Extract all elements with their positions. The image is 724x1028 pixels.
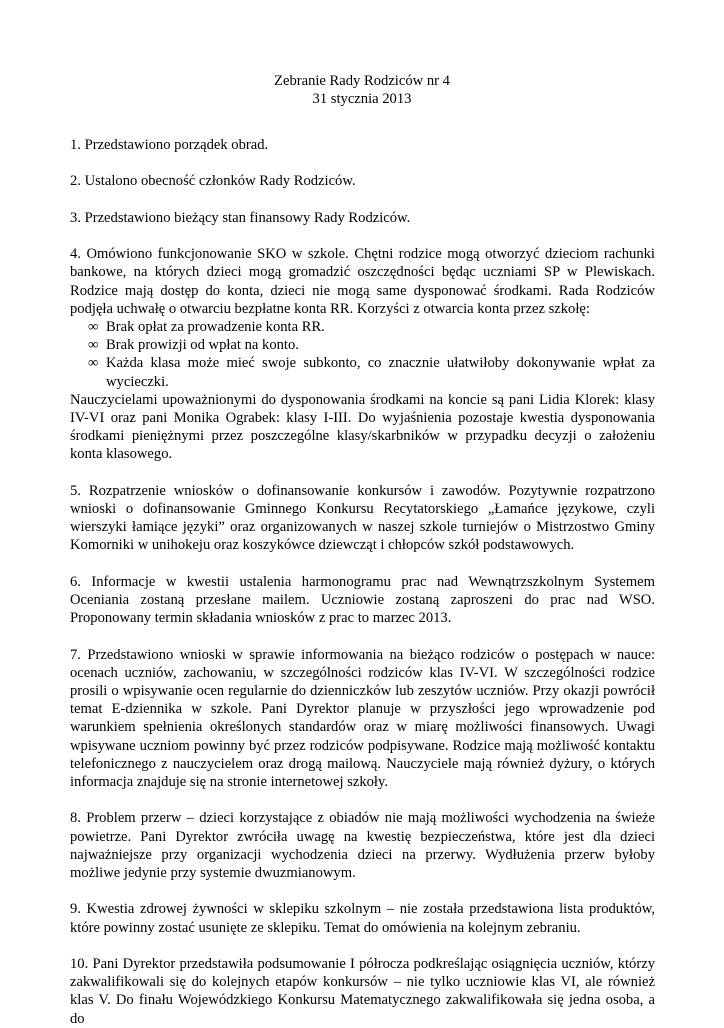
item-9: 9. Kwestia zdrowej żywności w sklepiku szkolnym – nie została przedstawiona lista produktów, które powinny zostać usunięte ze sklepiku. Temat do omówienia na kolejnym zebraniu.	[70, 901, 655, 936]
item-4: 4. Omówiono funkcjonowanie SKO w szkole. Chętni rodzice mogą otworzyć dzieciom rachunki bankowe, na których dzieci mogą gromadzić oszczędności będąc uczniami SP w Plewiskach. Rodzice mają dostęp do konta, dzieci nie mogą same dysponować środkami. Rada Rodziców podjęła uchwałę o otwarciu bezpłatne konta RR. Korzyści z otwarcia konta przez szkołę:	[70, 246, 655, 317]
item-8: 8. Problem przerw – dzieci korzystające z obiadów nie mają możliwości wychodzenia na świeże powietrze. Pani Dyrektor zwróciła uwagę na kwestię bezpieczeństwa, które jest dla dzieci najważniejsze przy organizacji wychodzenia dzieci na przerwy. Wydłużenia przerw byłoby możliwe jedynie przy systemie dwuzmianowym.	[70, 810, 655, 882]
item-6: 6. Informacje w kwestii ustalenia harmonogramu prac nad Wewnątrzszkolnym Systemem Oceniania zostaną przesłane mailem. Uczniowie zostaną zaproszeni do prac nad WSO. Proponowany termin składania wniosków z prac to marzec 2013.	[70, 573, 655, 627]
bullet-item: ∞ Brak opłat za prowadzenie konta RR.	[88, 318, 325, 335]
item-10: 10. Pani Dyrektor przedstawiła podsumowanie I półrocza podkreślając osiągnięcia uczniów, którzy zakwalifikowali się do kolejnych etapów konkursów – nie tylko uczniowie klas VI, ale również klas V. Do finału Wojewódzkiego Konkursu Matematycznego zakwalifikowała się jedna osoba, a do	[70, 956, 655, 1027]
item-7: 7. Przedstawiono wnioski w sprawie informowania na bieżąco rodziców o postępach w nauce: ocenach uczniów, zachowaniu, w szczególności rodziców klas IV-VI. W szczególności rodzice prosili o wpisywanie ocen regularnie do dzienniczków lub zeszytów uczniów. Przy okazji powrócił temat E-dziennika w szkole. Pani Dyrektor planuje w przyszłości jego wprowadzenie pod warunkiem spełnienia określonych standardów oraz w miarę możliwości finansowych. Uwagi wpisywane uczniom powinny być przez rodziców podpisywane. Rodzice mają możliwość kontaktu telefonicznego z nauczycielem oraz drogą mailową. Nauczyciele mają również dyżury, o których informacja znajduje się na stronie internetowej szkoły.	[70, 646, 655, 791]
bullet-item: ∞ Każda klasa może mieć swoje subkonto, co znacznie ułatwiłoby dokonywanie wpłat za wycieczki.	[88, 355, 655, 390]
item-5: 5. Rozpatrzenie wniosków o dofinansowanie konkursów i zawodów. Pozytywnie rozpatrzono wnioski o dofinansowanie Gminnego Konkursu Recytatorskiego „Łamańce językowe, czyli wierszyki łamiące języki” oraz organizowanych w naszej szkole turniejów o Mistrzostwo Gminy Komorniki w unihokeju oraz koszykówce dziewcząt i chłopców szkół podstawowych.	[70, 482, 655, 554]
document-date: 31 stycznia 2013	[312, 91, 412, 107]
bullet-item: ∞ Brak prowizji od wpłat na konto.	[88, 337, 299, 354]
item-4-bullet-list	[70, 318, 655, 391]
item-1: 1. Przedstawiono porządek obrad.	[70, 137, 269, 153]
document-body	[70, 136, 655, 1027]
document-title: Zebranie Rady Rodziców nr 4	[274, 73, 450, 89]
item-3: 3. Przedstawiono bieżący stan finansowy Rady Rodziców.	[70, 209, 411, 226]
infinity-bullet-icon: ∞	[88, 337, 99, 354]
infinity-bullet-icon: ∞	[88, 355, 99, 372]
item-2: 2. Ustalono obecność członków Rady Rodziców.	[70, 173, 356, 190]
infinity-bullet-icon: ∞	[88, 318, 99, 335]
item-4-continuation: Nauczycielami upoważnionymi do dysponowania środkami na koncie są pani Lidia Klorek: klasy IV-VI oraz pani Monika Ograbek: klasy I-III. Do wyjaśnienia pozostaje kwestia dysponowania środkami pieniężnymi przez poszczególne klasy/skarbników w przypadku decyzji o założeniu konta klasowego.	[70, 391, 655, 463]
